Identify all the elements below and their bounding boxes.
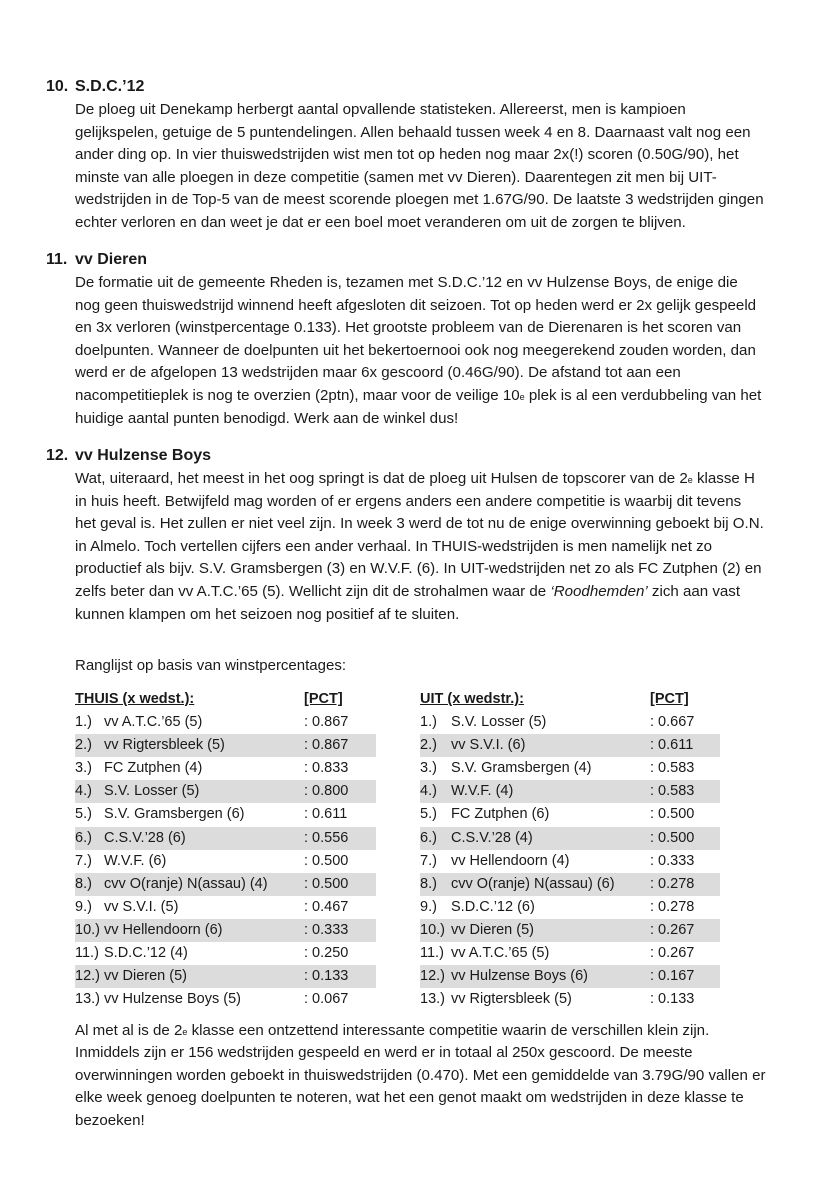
win-percentage: : 0.267 bbox=[650, 945, 695, 962]
table-row bbox=[75, 803, 376, 826]
win-percentage: : 0.500 bbox=[304, 852, 349, 869]
away-header: UIT (x wedstr.): bbox=[420, 691, 524, 707]
rank-position: 7.) bbox=[420, 852, 437, 869]
team-name: vv Rigtersbleek (5) bbox=[451, 991, 572, 1008]
rank-position: 1.) bbox=[75, 714, 92, 731]
team-name: S.V. Losser (5) bbox=[104, 780, 304, 803]
table-row bbox=[75, 988, 376, 1011]
table-row bbox=[420, 757, 720, 780]
section-paragraph bbox=[75, 272, 766, 430]
closing-paragraph bbox=[75, 1020, 775, 1132]
rank-position: 13.) bbox=[420, 991, 445, 1008]
section-body bbox=[75, 272, 766, 430]
win-percentage: : 0.250 bbox=[304, 945, 349, 962]
rank-position: 11.) bbox=[420, 945, 444, 962]
home-header: THUIS (x wedst.): bbox=[75, 691, 195, 707]
win-percentage: : 0.278 bbox=[650, 898, 695, 915]
team-name: W.V.F. (4) bbox=[451, 780, 650, 803]
paragraph-text: De formatie uit de gemeente Rheden is, tezamen met S.D.C.’12 en vv Hulzense Boys, de enige die nog geen thuiswedstrijd winnend heeft afgesloten dit seizoen. Tot op heden werd er 2x gelijk gespeeld en 3x verloren (winstpercentage 0.133). Het grootste probleem van de Dierenaren is het scoren van doelpunten. Wanneer de doelpunten uit het bekertoernooi ook nog meegerekend zouden worden, dan werd er de afgelopen 13 wedstrijden maar 6x gescoord (0.46G/90). De afstand tot aan een nacompetitieplek is nog te overzien (2ptn), maar voor de veilige 10 bbox=[75, 274, 757, 404]
rank-position: 5.) bbox=[75, 806, 92, 823]
rank-position: 2.) bbox=[75, 734, 104, 757]
win-percentage: : 0.583 bbox=[650, 780, 720, 803]
rank-position: 12.) bbox=[420, 965, 451, 988]
section-title: S.D.C.’12 bbox=[75, 78, 145, 95]
win-percentage: : 0.800 bbox=[304, 780, 376, 803]
win-percentage: : 0.556 bbox=[304, 827, 376, 850]
table-row bbox=[75, 942, 376, 965]
team-name: S.V. Gramsbergen (4) bbox=[451, 760, 592, 777]
rank-position: 11.) bbox=[75, 945, 99, 962]
team-name: vv Hulzense Boys (6) bbox=[451, 965, 650, 988]
table-row bbox=[75, 850, 376, 873]
table-row bbox=[420, 988, 720, 1011]
section-number: 12. bbox=[46, 447, 69, 464]
win-percentage: : 0.583 bbox=[650, 760, 695, 777]
paragraph-text: klasse H in huis heeft. Betwijfeld mag worden of er ergens anders een andere competitie is waarbij dit tevens het geval is. Het zullen er niet veel zijn. In week 3 werd de tot nu de enige overwinning geboekt bij O.N. in Almelo. Toch vertellen cijfers een ander verhaal. In THUIS-wedstrijden is men namelijk net zo productief als bijv. S.V. Gramsbergen (3) en W.V.F. (6). In UIT-wedstrijden net zo als FC Zutphen (2) en zelfs beter dan vv A.T.C.’65 (5). Wellicht zijn dit de strohalmen waar de bbox=[75, 470, 764, 600]
team-name: vv A.T.C.’65 (5) bbox=[104, 714, 203, 731]
paragraph-text: Al met al is de 2 bbox=[75, 1022, 183, 1039]
table-row bbox=[420, 850, 720, 873]
team-name: S.D.C.’12 (6) bbox=[451, 898, 535, 915]
section-number: 11. bbox=[46, 251, 68, 268]
win-percentage: : 0.167 bbox=[650, 965, 720, 988]
win-percentage: : 0.611 bbox=[650, 734, 720, 757]
table-row bbox=[75, 919, 376, 942]
table-row bbox=[420, 919, 720, 942]
table-row bbox=[75, 896, 376, 919]
team-name: vv Dieren (5) bbox=[104, 965, 304, 988]
pct-header: [PCT] bbox=[650, 691, 689, 707]
table-row bbox=[75, 873, 376, 896]
table-row bbox=[75, 827, 376, 850]
section-paragraph: De ploeg uit Denekamp herbergt aantal opvallende statisteken. Allereerst, men is kampioen gelijkspelen, getuige de 5 puntendelingen. Allen behaald tussen week 4 en 8. Daarnaast valt nog een ander ding op. In vier thuiswedstrijden wist men tot op heden nog maar 2x(!) scoren (0.50G/90), het minste van alle ploegen in deze competitie (samen met vv Dieren). Daarentegen zit men bij UIT-wedstrijden in de Top-5 van de meest scorende ploegen met 1.67G/90. De laatste 3 wedstrijden gingen echter verloren en dan weet je dat er een boel moet veranderen om uit de zorgen te blijven. bbox=[75, 101, 764, 231]
rank-position: 6.) bbox=[75, 827, 104, 850]
section-body bbox=[75, 99, 766, 235]
away-table-body bbox=[420, 711, 720, 1011]
team-name: vv Dieren (5) bbox=[451, 919, 650, 942]
table-row bbox=[420, 711, 720, 734]
table-row bbox=[420, 803, 720, 826]
team-name: FC Zutphen (6) bbox=[451, 806, 550, 823]
rank-position: 10.) bbox=[75, 919, 104, 942]
team-name: vv S.V.I. (6) bbox=[451, 734, 650, 757]
section-body bbox=[75, 468, 766, 626]
table-row bbox=[75, 711, 376, 734]
win-percentage: : 0.867 bbox=[304, 714, 349, 731]
table-row bbox=[420, 942, 720, 965]
win-percentage: : 0.500 bbox=[304, 873, 376, 896]
table-row bbox=[75, 965, 376, 988]
win-percentage: : 0.067 bbox=[304, 991, 349, 1008]
table-header-row bbox=[75, 688, 376, 711]
section-vv-hulzense-boys bbox=[46, 444, 766, 626]
rank-position: 6.) bbox=[420, 827, 451, 850]
rank-position: 9.) bbox=[420, 898, 437, 915]
section-sdc12 bbox=[46, 75, 766, 235]
table-row bbox=[420, 734, 720, 757]
table-row bbox=[420, 780, 720, 803]
table-row bbox=[420, 873, 720, 896]
home-ranking-table bbox=[75, 688, 376, 1011]
team-name: cvv O(ranje) N(assau) (4) bbox=[104, 873, 304, 896]
rank-position: 13.) bbox=[75, 991, 100, 1008]
closing-text bbox=[75, 1020, 775, 1132]
rank-position: 7.) bbox=[75, 852, 92, 869]
team-name: vv Hellendoorn (4) bbox=[451, 852, 570, 869]
rank-position: 12.) bbox=[75, 965, 104, 988]
away-ranking-table bbox=[420, 688, 720, 1011]
team-name: C.S.V.’28 (6) bbox=[104, 827, 304, 850]
section-number: 10. bbox=[46, 78, 69, 95]
table-row bbox=[75, 757, 376, 780]
win-percentage: : 0.133 bbox=[650, 991, 695, 1008]
team-name: C.S.V.’28 (4) bbox=[451, 827, 650, 850]
rank-position: 9.) bbox=[75, 898, 92, 915]
win-percentage: : 0.333 bbox=[304, 919, 376, 942]
section-title: vv Dieren bbox=[75, 251, 148, 268]
win-percentage: : 0.867 bbox=[304, 734, 376, 757]
home-table-body bbox=[75, 711, 376, 1011]
rank-position: 2.) bbox=[420, 734, 451, 757]
section-heading bbox=[46, 248, 766, 272]
team-name: S.V. Losser (5) bbox=[451, 714, 547, 731]
superscript: e bbox=[687, 475, 693, 485]
win-percentage: : 0.500 bbox=[650, 827, 720, 850]
win-percentage: : 0.500 bbox=[650, 806, 695, 823]
pct-header: [PCT] bbox=[304, 691, 343, 707]
paragraph-text: plek is al een verdubbeling van het huidige aantal punten benodigd. Werk aan de winkel dus! bbox=[75, 386, 762, 427]
section-paragraph bbox=[75, 468, 766, 626]
table-row bbox=[75, 734, 376, 757]
rank-position: 10.) bbox=[420, 919, 451, 942]
table-row bbox=[420, 827, 720, 850]
table-row bbox=[75, 780, 376, 803]
win-percentage: : 0.278 bbox=[650, 873, 720, 896]
table-header-row bbox=[420, 688, 720, 711]
team-name: S.V. Gramsbergen (6) bbox=[104, 806, 245, 823]
superscript: e bbox=[519, 391, 525, 402]
team-name: vv Hellendoorn (6) bbox=[104, 919, 304, 942]
rank-position: 3.) bbox=[420, 760, 437, 777]
paragraph-text: klasse een ontzettend interessante competitie waarin de verschillen klein zijn. Inmiddels zijn er 156 wedstrijden gespeeld en werd er in totaal al 250x gescoord. De meeste overwinningen worden geboekt in thuiswedstrijden (0.470). Met een gemiddelde van 3.79G/90 vallen er elke week genoeg doelpunten te noteren, wat het een genot maakt om wedstrijden in deze klasse te bezoeken! bbox=[75, 1022, 766, 1129]
win-percentage: : 0.467 bbox=[304, 898, 349, 915]
team-name: cvv O(ranje) N(assau) (6) bbox=[451, 873, 650, 896]
team-name: vv S.V.I. (5) bbox=[104, 898, 179, 915]
superscript: e bbox=[182, 1027, 188, 1037]
team-name: W.V.F. (6) bbox=[104, 852, 167, 869]
team-name: vv Hulzense Boys (5) bbox=[104, 991, 241, 1008]
team-name: S.D.C.’12 (4) bbox=[104, 945, 188, 962]
ranking-intro: Ranglijst op basis van winstpercentages: bbox=[75, 657, 346, 674]
win-percentage: : 0.611 bbox=[304, 806, 348, 823]
win-percentage: : 0.333 bbox=[650, 852, 695, 869]
rank-position: 5.) bbox=[420, 806, 437, 823]
rank-position: 8.) bbox=[420, 873, 451, 896]
section-title: vv Hulzense Boys bbox=[75, 447, 212, 464]
rank-position: 3.) bbox=[75, 760, 92, 777]
team-name: FC Zutphen (4) bbox=[104, 760, 203, 777]
table-row bbox=[420, 965, 720, 988]
paragraph-text: zich aan vast kunnen klampen om het seizoen nog positief af te sluiten. bbox=[75, 582, 741, 623]
team-name: vv Rigtersbleek (5) bbox=[104, 734, 304, 757]
win-percentage: : 0.133 bbox=[304, 965, 376, 988]
win-percentage: : 0.667 bbox=[650, 714, 695, 731]
italic-text: ‘Roodhemden’ bbox=[550, 582, 648, 600]
section-vv-dieren bbox=[46, 248, 766, 430]
win-percentage: : 0.267 bbox=[650, 919, 720, 942]
paragraph-text: Wat, uiteraard, het meest in het oog springt is dat de ploeg uit Hulsen de topscorer van de 2 bbox=[75, 470, 688, 487]
win-percentage: : 0.833 bbox=[304, 760, 349, 777]
section-heading bbox=[46, 444, 766, 468]
rank-position: 4.) bbox=[420, 780, 451, 803]
team-name: vv A.T.C.’65 (5) bbox=[451, 945, 550, 962]
rank-position: 4.) bbox=[75, 780, 104, 803]
rank-position: 8.) bbox=[75, 873, 104, 896]
section-heading bbox=[46, 75, 766, 99]
rank-position: 1.) bbox=[420, 714, 437, 731]
table-row bbox=[420, 896, 720, 919]
